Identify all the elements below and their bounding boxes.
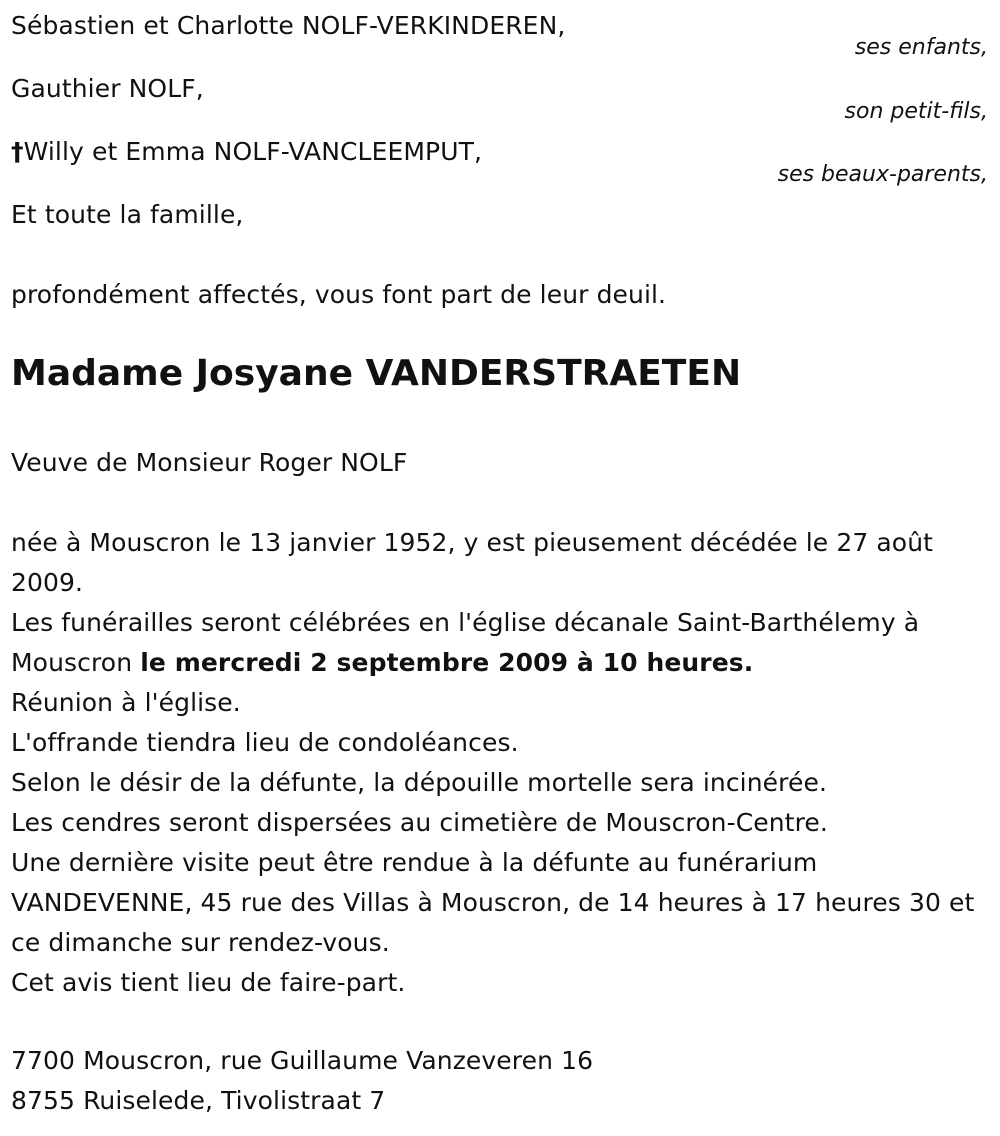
widow-of: Veuve de Monsieur Roger NOLF xyxy=(11,448,408,477)
funeral-text xyxy=(11,603,986,683)
announcement-text: profondément affectés, vous font part de leur deuil. xyxy=(11,280,667,309)
details-block xyxy=(11,523,986,1003)
detail-line: Cet avis tient lieu de faire-part. xyxy=(11,968,406,997)
funeral-date: le mercredi 2 septembre 2009 à 10 heures. xyxy=(140,648,754,677)
family-parents-in-law xyxy=(11,136,482,168)
detail-line: Selon le désir de la défunte, la dépouille mortelle sera incinérée. xyxy=(11,768,827,797)
detail-line: Une dernière visite peut être rendue à la défunte au funérarium VANDEVENNE, 45 rue des Villas à Mouscron, de 14 heures à 17 heures 30 et ce dimanche sur rendez-vous. xyxy=(11,848,975,957)
family-all: Et toute la famille, xyxy=(11,200,244,229)
detail-line: L'offrande tiendra lieu de condoléances. xyxy=(11,728,519,757)
family-children-relation: ses enfants, xyxy=(854,35,988,60)
deceased-name: Madame Josyane VANDERSTRAETEN xyxy=(11,353,742,394)
detail-line: Réunion à l'église. xyxy=(11,688,241,717)
family-children-name: Sébastien et Charlotte NOLF-VERKINDEREN, xyxy=(11,11,566,40)
funeral-intro: Les funérailles seront célébrées en l'église décanale Saint-Barthélemy à Mouscron xyxy=(11,608,920,677)
family-grandson-relation: son petit-fils, xyxy=(844,99,988,124)
cross-icon: † xyxy=(11,137,24,166)
family-parents-in-law-name: Willy et Emma NOLF-VANCLEEMPUT, xyxy=(23,137,483,166)
family-parents-in-law-relation: ses beaux-parents, xyxy=(777,162,988,187)
family-grandson-name: Gauthier NOLF, xyxy=(11,74,204,103)
address-line: 8755 Ruiselede, Tivolistraat 7 xyxy=(11,1086,386,1115)
address-line: 7700 Mouscron, rue Guillaume Vanzeveren 16 xyxy=(11,1046,594,1075)
detail-line: Les cendres seront dispersées au cimetière de Mouscron-Centre. xyxy=(11,808,828,837)
birth-death-text: née à Mouscron le 13 janvier 1952, y est pieusement décédée le 27 août 2009. xyxy=(11,528,934,597)
